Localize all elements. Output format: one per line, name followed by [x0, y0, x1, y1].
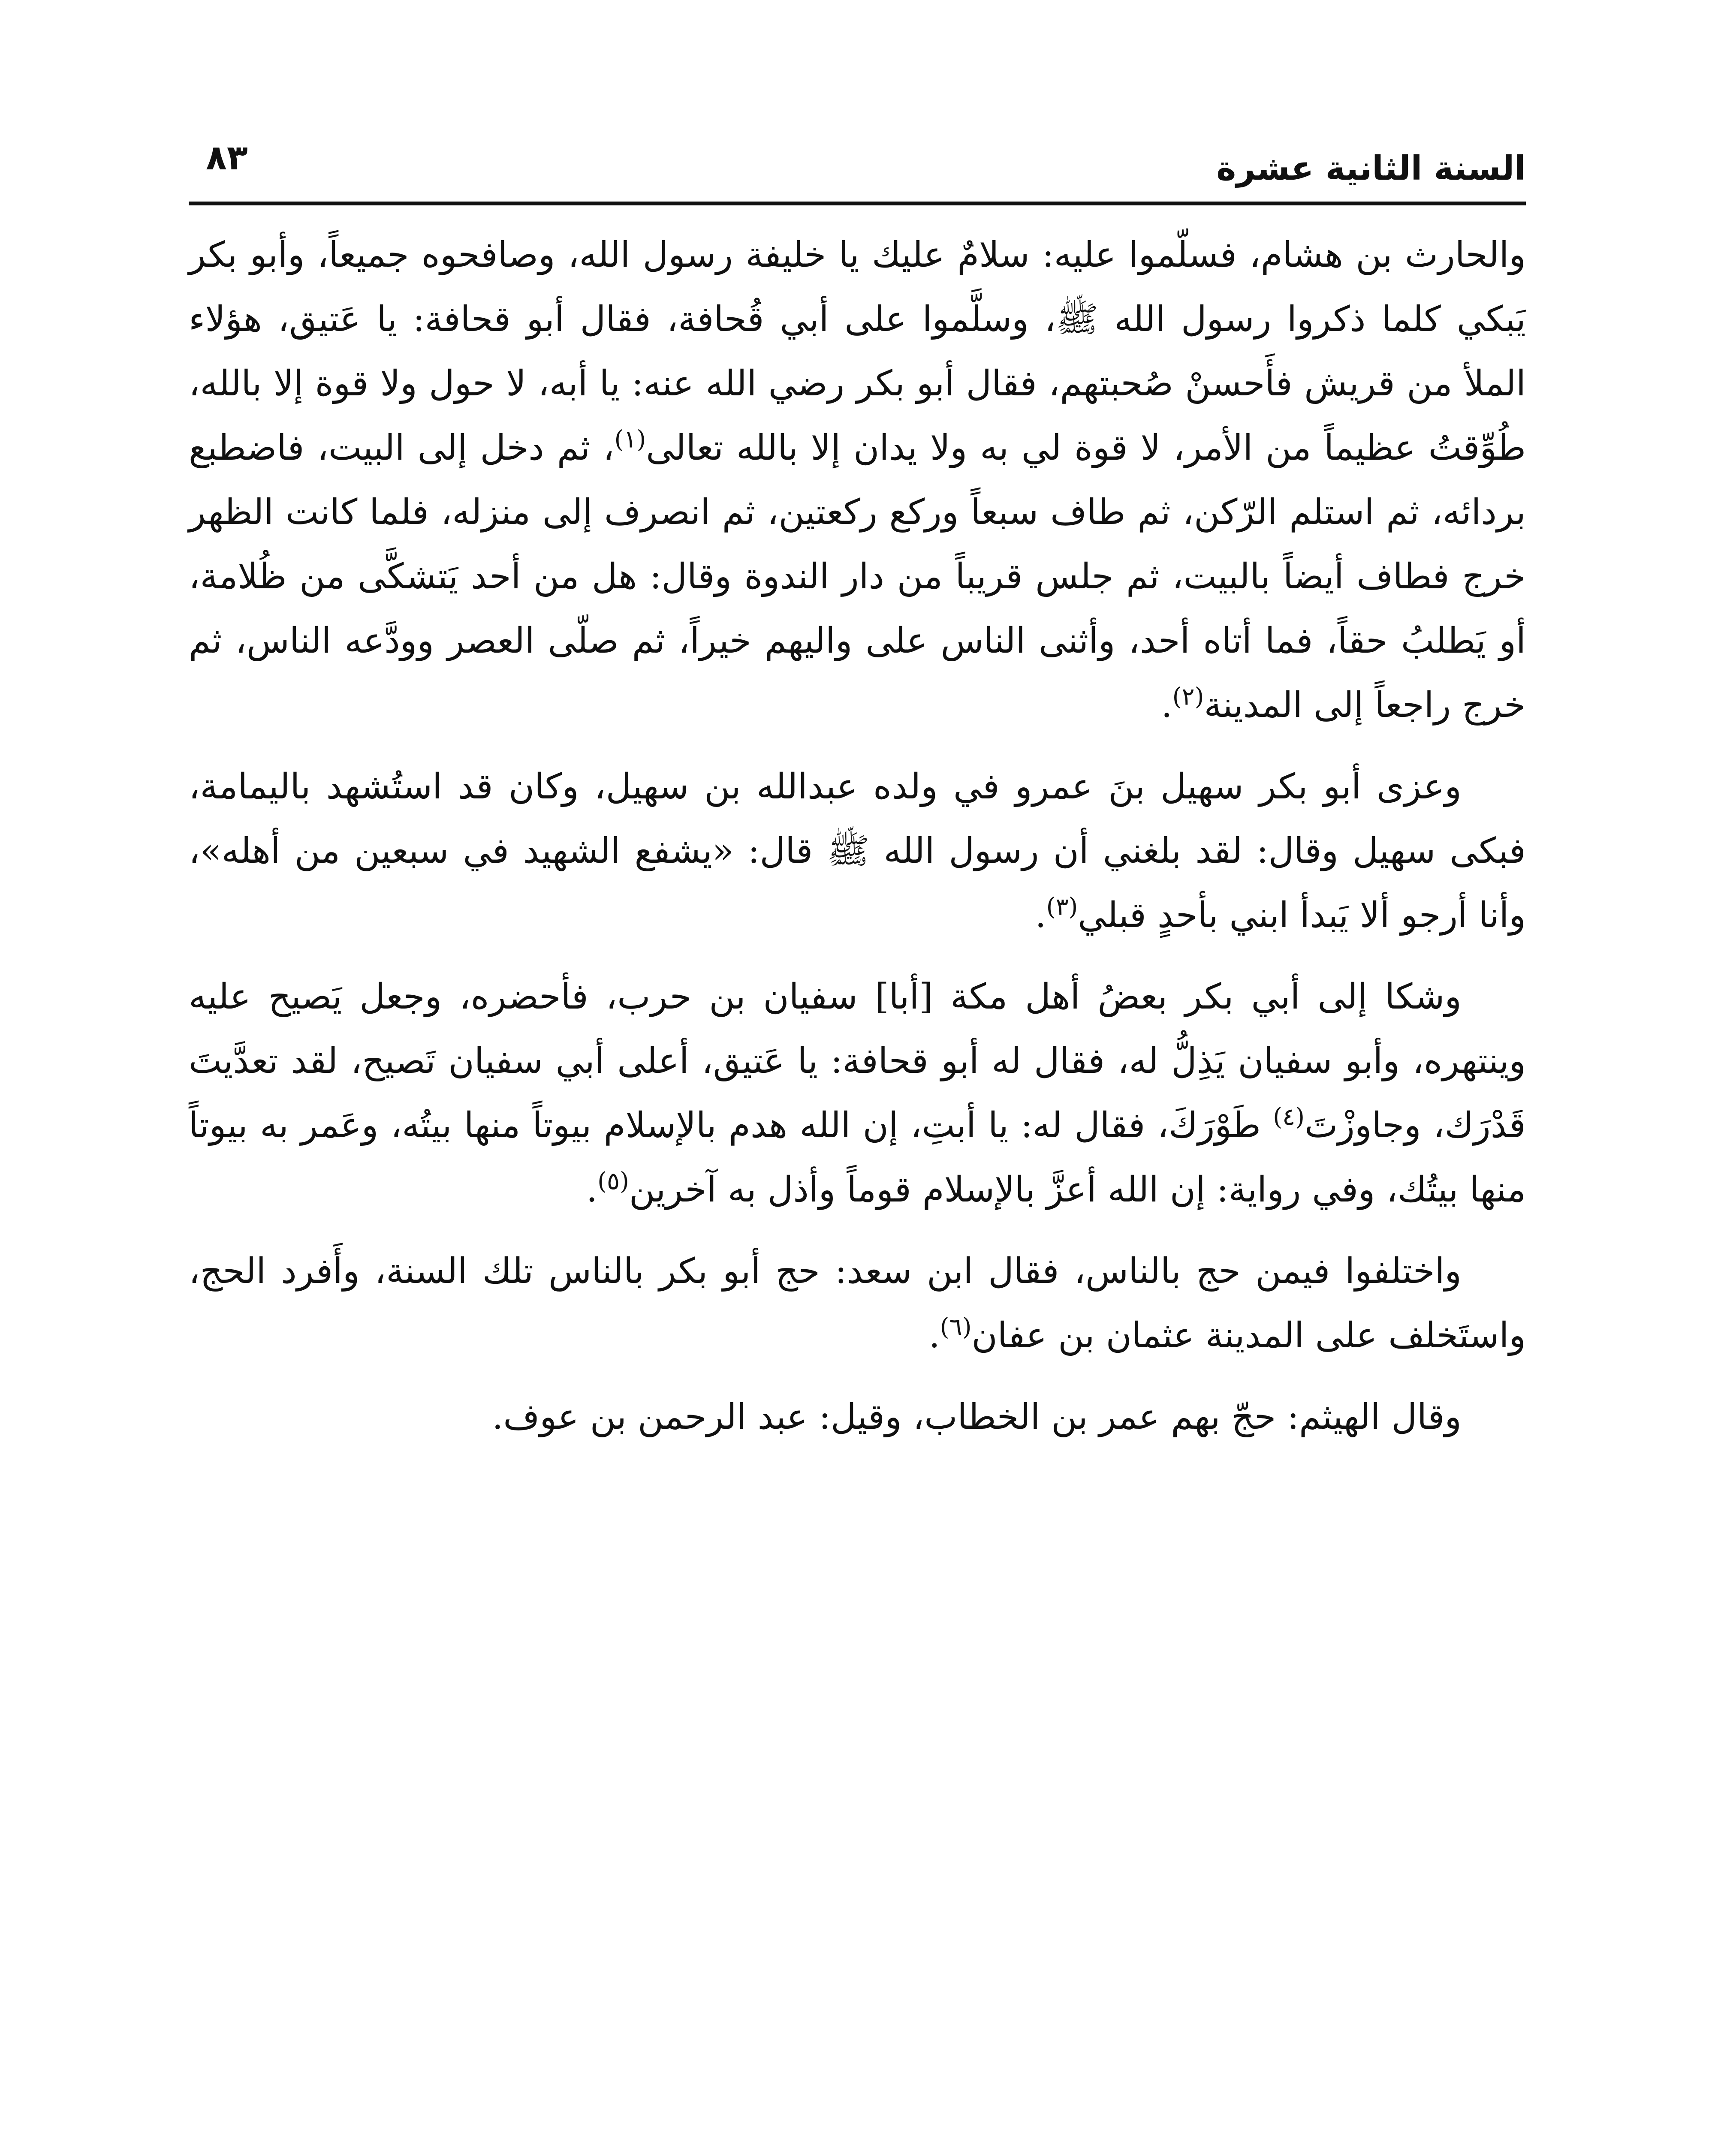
- paragraph-4-end: .: [928, 1315, 940, 1356]
- header-rule: [189, 202, 1526, 205]
- footnote-ref-5: (٥): [597, 1167, 629, 1195]
- page-header: [189, 116, 1526, 202]
- footnote-ref-2: (٢): [1172, 683, 1204, 711]
- paragraph-4: [189, 1239, 1526, 1368]
- paragraph-3: [189, 965, 1526, 1222]
- paragraph-1-text: والحارث بن هشام، فسلّموا عليه: سلامٌ عليك يا خليفة رسول الله، وصافحوه جميعاً، وأبو بكر يَبكي كلما ذكروا رسول الله ﷺ، وسلَّموا على أبي قُحافة، فقال أبو قحافة: يا عَتيق، هؤلاء الملأ من قريش فأَحسنْ صُحبتهم، فقال أبو بكر رضي الله عنه: يا أبه، لا حول ولا قوة إلا بالله، طُوِّقتُ عظيماً من الأمر، لا قوة لي به ولا يدان إلا بالله تعالى: [189, 235, 1526, 468]
- footnote-ref-3: (٣): [1046, 893, 1078, 921]
- paragraph-5-text: وقال الهيثم: حجّ بهم عمر بن الخطاب، وقيل: عبد الرحمن بن عوف.: [492, 1397, 1462, 1437]
- footnote-ref-4: (٤): [1273, 1103, 1305, 1131]
- footnote-ref-1: (١): [614, 425, 646, 454]
- paragraph-3-text: وشكا إلى أبي بكر بعضُ أهل مكة [أبا] سفيان بن حرب، فأحضره، وجعل يَصيح عليه وينتهره، وأبو سفيان يَذِلُّ له، فقال له أبو قحافة: يا عَتيق، أعلى أبي سفيان تَصيح، لقد تعدَّيتَ قَدْرَك، وجاوزْتَ: [189, 976, 1526, 1146]
- paragraph-4-text: واختلفوا فيمن حج بالناس، فقال ابن سعد: حج أبو بكر بالناس تلك السنة، وأَفرد الحج، واستَخلف على المدينة عثمان بن عفان: [189, 1251, 1526, 1356]
- paragraph-3-end: .: [586, 1169, 598, 1210]
- main-text: [189, 223, 1526, 1466]
- footnote-ref-6: (٦): [940, 1313, 972, 1341]
- paragraph-1: [189, 223, 1526, 738]
- paragraph-1-end: .: [1161, 685, 1172, 726]
- running-title: السنة الثانية عشرة: [1216, 149, 1526, 188]
- paragraph-2: [189, 755, 1526, 948]
- paragraph-1-text-b: ، ثم دخل إلى البيت، فاضطبع بردائه، ثم استلم الرّكن، ثم طاف سبعاً وركع ركعتين، ثم انصرف إلى منزله، فلما كانت الظهر خرج فطاف أيضاً بالبيت، ثم جلس قريباً من دار الندوة وقال: هل من أحد يَتشكَّى من ظُلامة، أو يَطلبُ حقاً، فما أتاه أحد، وأثنى الناس على واليهم خيراً، ثم صلّى العصر وودَّعه الناس، ثم خرج راجعاً إلى المدينة: [189, 428, 1526, 726]
- paragraph-2-text: وعزى أبو بكر سهيل بنَ عمرو في ولده عبدالله بن سهيل، وكان قد استُشهد باليمامة، فبكى سهيل وقال: لقد بلغني أن رسول الله ﷺ قال: «يشفع الشهيد في سبعين من أهله»، وأنا أرجو ألا يَبدأ ابني بأحدٍ قبلي: [189, 766, 1526, 936]
- page-number: ٨٣: [206, 138, 248, 178]
- paragraph-2-end: .: [1035, 895, 1046, 936]
- paragraph-5: [189, 1385, 1526, 1449]
- paragraph-3-text-b: طَوْرَكَ، فقال له: يا أبتِ، إن الله هدم بالإسلام بيوتاً منها بيتُه، وعَمر به بيوتاً منها بيتُك، وفي رواية: إن الله أعزَّ بالإسلام قوماً وأذل به آخرين: [189, 1105, 1526, 1210]
